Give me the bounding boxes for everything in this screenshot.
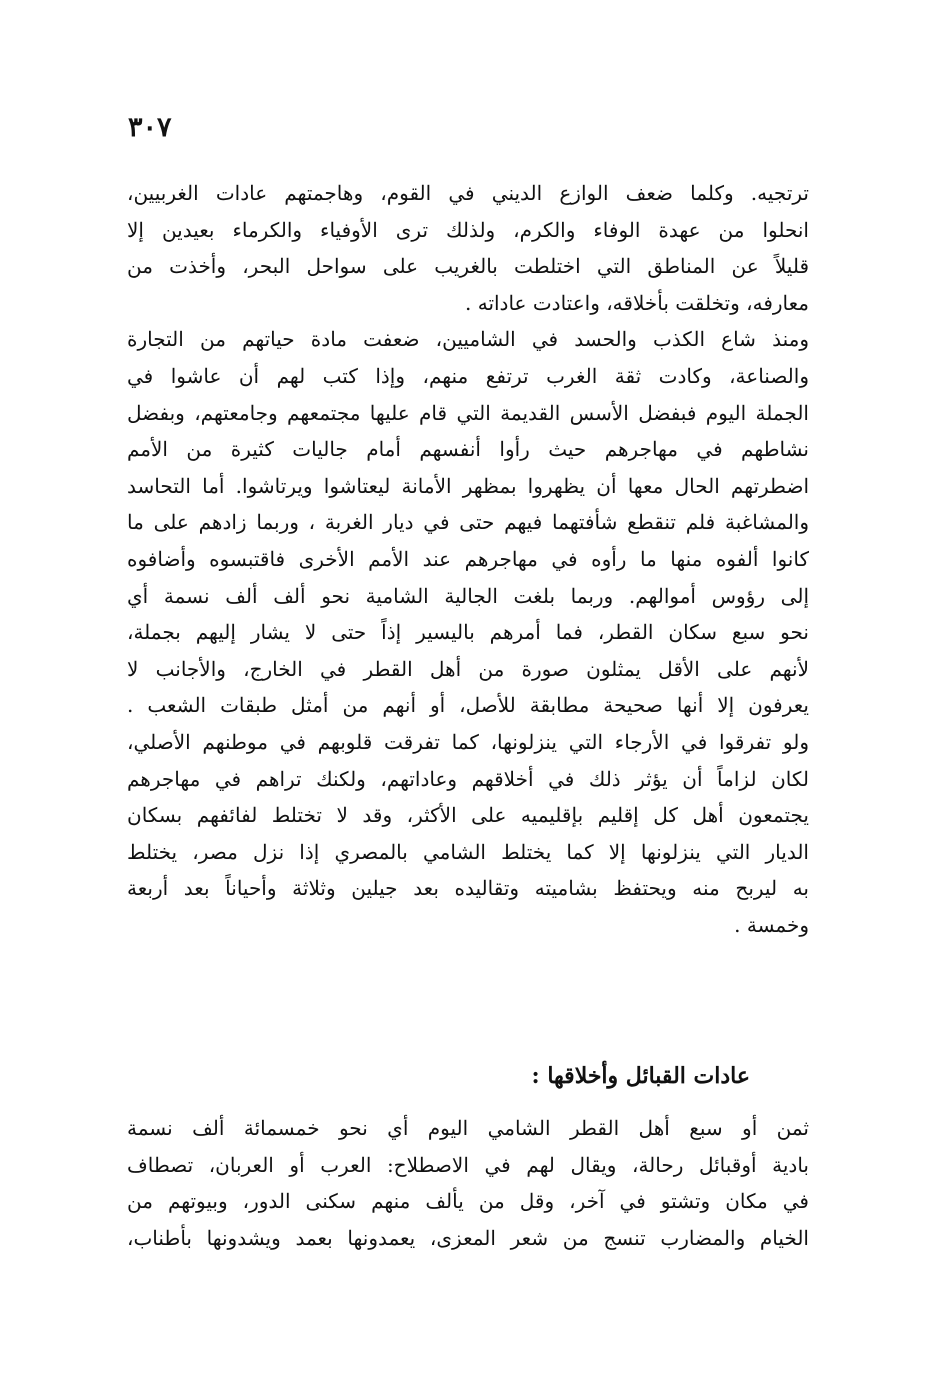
- text-line: ثمن أو سبع أهل القطر الشامي اليوم أي نحو خمسمائة ألف نسمة: [127, 1116, 809, 1140]
- section-heading: عادات القبائل وأخلاقها :: [531, 1063, 750, 1089]
- text-line: اضطرتهم الحال معها أن يظهروا بمظهر الأمانة ليعتاشوا ويرتاشوا. أما التحاسد: [127, 473, 809, 498]
- text-line: بادية أوقبائل رحالة، ويقال لهم في الاصطلاح: العرب أو العربان، تصطاف: [127, 1152, 809, 1177]
- text-line: به ليربح منه ويحتفظ بشاميته وتقاليده بعد جيلين وثلاثة وأحياناً بعد أربعة: [127, 876, 809, 901]
- text-line: إلى رؤوس أموالهم. وربما بلغت الجالية الشامية نحو ألف ألف نسمة أي: [127, 583, 809, 608]
- text-line: كانوا ألفوه منها ما رأوه في مهاجرهم عند الأمم الأخرى فاقتبسوه وأضافوه: [127, 546, 809, 571]
- page-number: ٣٠٧: [128, 112, 172, 143]
- text-line: لكان لزاماً أن يؤثر ذلك في أخلاقهم وعاداتهم، ولكنك تراهم في مهاجرهم: [127, 766, 809, 791]
- text-line: وخمسة .: [734, 912, 809, 937]
- text-line: قليلاً عن المناطق التي اختلطت بالغريب على سواحل البحر، وأخذت من: [127, 254, 809, 279]
- text-line: يعرفون إلا أنها صحيحة مطابقة للأصل، أو أنهم من أمثل طبقات الشعب .: [127, 693, 809, 718]
- section-text: [127, 1110, 809, 1256]
- text-line: يجتمعون أهل كل إقليم بإقليميه على الأكثر، وقد لا تختلط لفائفهم بسكان: [127, 803, 809, 828]
- text-line: ومنذ شاع الكذب والحسد في الشاميين، ضعفت مادة حياتهم من التجارة: [127, 327, 809, 352]
- text-line: معارفه، وتخلقت بأخلاقه، واعتادت عاداته .: [465, 290, 809, 315]
- text-line: نشاطهم في مهاجرهم حيث رأوا أنفسهم أمام جاليات كثيرة من الأمم: [127, 437, 809, 462]
- text-line: في مكان وتشتو في آخر، وقل من يألف منهم سكنى الدور، وبيوتهم من: [127, 1189, 809, 1214]
- text-line: والمشاغبة فلم تنقطع شأفتهما فيهم حتى في ديار الغربة ، وربما زادهم على ما: [127, 510, 809, 535]
- main-text: [127, 175, 809, 943]
- text-line: لأنهم على الأقل يمثلون صورة من أهل القطر في الخارج، والأجانب لا: [127, 656, 809, 681]
- text-line: الديار التي ينزلونها إلا كما يختلط الشامي بالمصري إذا نزل مصر، يختلط: [127, 839, 809, 864]
- text-line: ترتجيه. وكلما ضعف الوازع الديني في القوم، وهاجمتهم عادات الغربيين،: [127, 181, 809, 205]
- text-line: نحو سبع سكان القطر، فما أمرهم باليسير إذاً حتى لا يشار إليهم بجملة،: [127, 620, 809, 645]
- text-line: انحلوا من عهدة الوفاء والكرم، ولذلك ترى الأوفياء والكرماء بعيدين إلا: [127, 217, 809, 242]
- text-line: الخيام والمضارب تنسج من شعر المعزى، يعمدونها بعمد ويشدونها بأطناب،: [127, 1225, 809, 1250]
- text-line: الجملة اليوم فبفضل الأسس القديمة التي قام عليها مجتمعهم وجامعتهم، وبفضل: [127, 400, 809, 425]
- text-line: ولو تفرقوا في الأرجاء التي ينزلونها، كما تفرقت قلوبهم في موطنهم الأصلي،: [127, 729, 809, 754]
- text-line: والصناعة، وكادت ثقة الغرب ترتفع منهم، وإذا كتب لهم أن عاشوا في: [127, 363, 809, 388]
